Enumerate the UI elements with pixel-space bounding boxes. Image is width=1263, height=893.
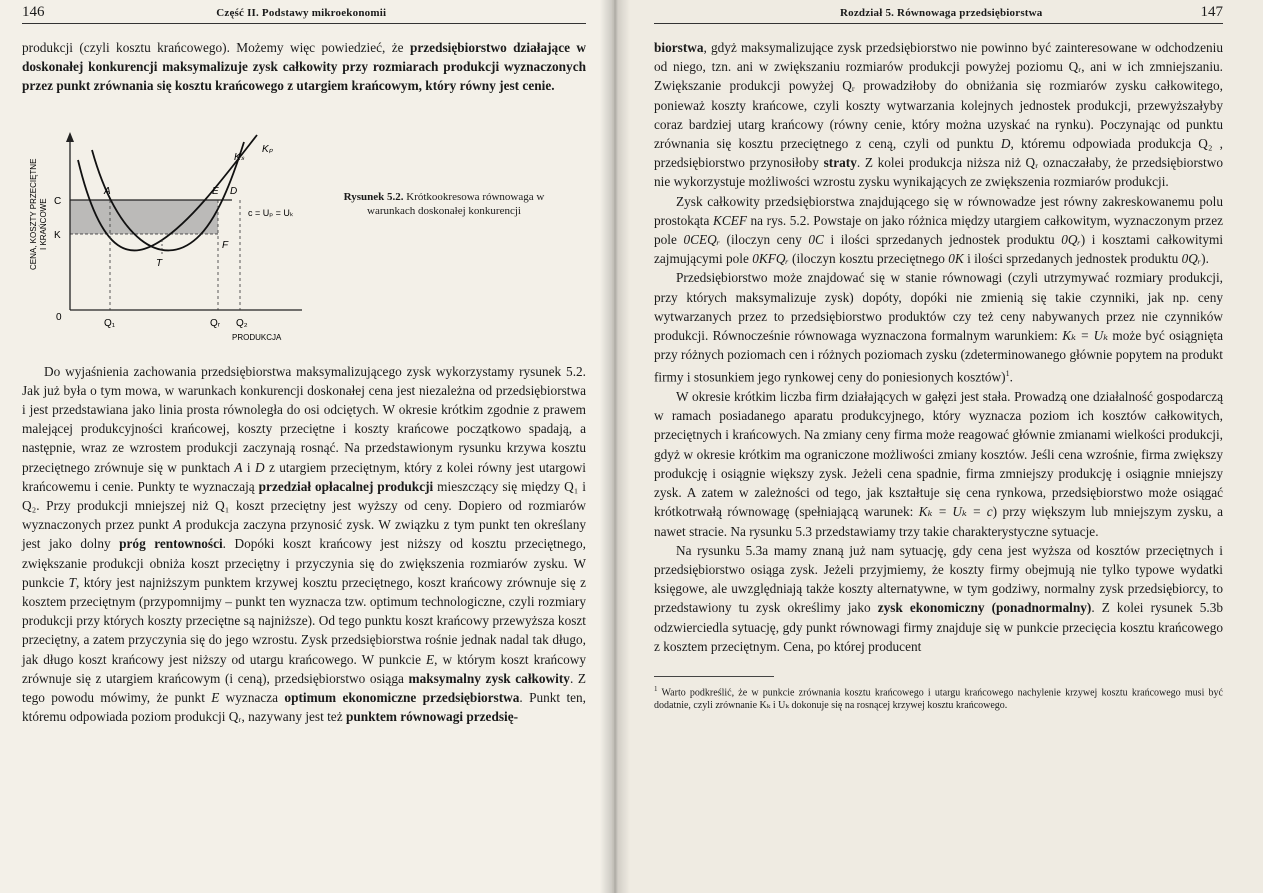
footnote-divider [654,676,774,677]
curve-kp-label: Kₚ [262,143,273,155]
caption-title: Rysunek 5.2. [343,190,404,203]
point-d-label: D [230,185,238,197]
figure-caption [324,190,564,218]
y-axis-label-1: CENA, KOSZTY PRZECIĘTNE [29,158,38,270]
right-paragraph-1 [654,38,1223,192]
bold-text: biorstwa [654,40,704,55]
footnote-ref: 1 [1005,369,1010,379]
cost-curve-diagram [22,120,322,350]
text-span: i [242,459,255,475]
text-span: ) przy większym lub mniejszym zysku, a nawet stracie. Na rysunku 5.3 przedstawiamy trzy takie charakterystyczne sytuacje. [654,504,1223,539]
point-f-label: F [222,239,229,251]
left-page-number: 146 [22,4,45,20]
bold-text: punktem równowagi przedsię- [345,709,519,725]
right-page-header [654,4,1223,24]
text-span: . Dopóki koszt krańcowy jest niższy od kosztu przeciętnego, zwiększanie produkcji obniża koszt przeciętny i przyczynia się do zwiększenia rozmiarów zysku. W punkcie [22,536,587,590]
caption-text: Krótkookresowa równowaga w warunkach doskonałej konkurencji [367,190,545,217]
price-line-label: c = Uₚ = Uₖ [248,207,294,218]
text-span: ) i kosztami całkowitymi zajmującymi pole [654,232,1224,267]
right-paragraph-5 [654,541,1223,656]
italic-text: D [254,459,265,475]
text-span: . Z tego powodu mówimy, że punkt [22,670,586,706]
cost-label: K [54,229,61,241]
italic-text: 0Qᵣ [1061,232,1081,248]
text-span: mieszczący się między Q₁ i Q₂. Przy produkcji mniejszej niż Q₁ koszt przeciętny jest wyższy od ceny. Dopiero od rozmiarów wyznaczonych przez punkt [22,478,587,533]
q2-label: Q₂ [236,317,248,329]
left-page [0,0,612,893]
q1-label: Q₁ [104,317,116,329]
text-span: . [1009,369,1013,385]
text-span: Zysk całkowity przedsiębiorstwa znajdującego się w równowadze jest równy zakreskowanemu polu prostokąta [654,193,1223,228]
footnote-number: 1 [654,684,658,693]
text-span: na rys. 5.2. Powstaje on jako różnica między utargiem całkowitym, wyznaczonym przez pole [654,212,1224,248]
right-paragraph-4 [654,387,1223,541]
bold-text: optimum ekonomiczne przedsiębiorstwa [284,690,520,706]
italic-text: Kₖ = Uₖ [1062,328,1109,344]
right-page [612,0,1263,893]
right-paragraph-3 [654,268,1223,387]
right-paragraph-2 [654,192,1223,269]
text-span: i ilości sprzedanych jednostek produktu [823,232,1062,248]
italic-text: A [173,517,182,533]
text-span: Do wyjaśnienia zachowania przedsiębiorstwa maksymalizującego zysk wykorzystamy rysunek 5.2. Jak już była o tym mowa, w warunkach konkurencji doskonałej cena jest niezależna od przedsiębiorstwa i jest przedstawiana jako linia prosta równoległa do osi odciętych. W okresie krótkim zgodnie z prawem malejącej produkcyjności krańcowej, koszty przeciętne i koszty krańcowe początkowo spadają, a następnie, wraz ze wzrostem produkcji zaczynają rosnąć. Na przedstawionym rysunku krzywa kosztu przeciętnego zrównuje się w punktach [22,363,586,475]
y-axis-label-2: I KRAŃCOWE [39,198,48,250]
text-span: i ilości sprzedanych jednostek produktu [963,251,1182,267]
bold-text: straty [823,155,857,171]
italic-text: 0CEQᵣ [683,232,720,248]
italic-text: KCEF [712,212,747,228]
text-span: ). [1201,251,1209,267]
text-span: . Z kolei produkcja niższa niż Qᵣ oznaczałaby, że przedsiębiorstwo nie wykorzystuje możliwości wzrostu zysku wynikających ze zwiększenia rozmiarów produkcji. [654,155,1223,190]
italic-text: 0KFQᵣ [752,251,789,267]
text-span: produkcja zaczyna przynosić zysk. W związku z tym punkt ten określany jest jako dolny [22,517,586,552]
left-page-header [22,4,586,24]
text-span: Przedsiębiorstwo może znajdować się w stanie równowagi (czyli utrzymywać rozmiary produkcji, przy których maksymalizuje zysk) dopóty, dopóki nie zmienią się takie czynniki, jak np. ceny wytwarzanych przez to przedsiębiorstwo produktów czy też ceny nabywanych przez nie czynników produkcji. Równocześnie równowaga wyznaczona formalnym warunkiem: [654,270,1223,344]
italic-text: T [68,574,76,590]
italic-text: Kₖ = Uₖ = c [918,504,993,520]
text-span: (iloczyn ceny [719,232,809,248]
left-body-paragraph [22,362,586,727]
text-span: , któremu odpowiada produkcja Q₂ , przedsiębiorstwo przynosiłoby [654,136,1223,171]
bold-text: maksymalny zysk całkowity [408,670,570,686]
text-span: produkcji (czyli kosztu krańcowego). Możemy więc powiedzieć, że [22,40,410,55]
point-t-label: T [156,257,163,269]
bold-text: próg rentowności [119,536,223,552]
text-span: Na rysunku 5.3a mamy znaną już nam sytuację, gdy cena jest wyższa od kosztów przeciętnych i przedsiębiorstwo osiąga zysk. Jeżeli przyjmiemy, że koszty firmy obejmują nie tylko typowe wydatki księgowe, ale uwzględniają także koszty alternatywne, w tym godziwy, normalny zysk przedsiębiorcy, to przedstawiony tu zysk określimy jako [654,542,1223,616]
italic-text: 0C [808,232,824,248]
text-span: z utargiem przeciętnym, który z kolei równy jest utargowi krańcowemu i cenie. Punkty te wyznaczają [22,459,586,494]
point-a-label: A [104,185,111,197]
y-axis-arrow [66,132,74,142]
text-span: , który jest najniższym punktem krzywej kosztu przeciętnego, koszt krańcowy zrównuje się z kosztem przeciętnym (przypomnijmy – punkt ten wyznacza tzw. optimum technologiczne, czyli rozmiary produkcji przy których koszty przeciętne są najniższe). Od tego punktu koszt krańcowy przewyższa koszt przeciętny, a zatem przyczynia się do jego wzrostu. Zysk przedsiębiorstwa rośnie jednak nadal tak długo, jak długo koszt krańcowy jest niższy od utargu krańcowego. W punkcie [22,574,586,667]
text-span: . Punkt ten, któremu odpowiada poziom produkcji Qᵣ, nazywany jest też [22,690,587,725]
left-intro-paragraph [22,38,586,96]
italic-text: D [1000,136,1011,152]
bold-text: przedsiębiorstwo działające w doskonałej konkurencji maksymalizuje zysk całkowity przy rozmiarach produkcji wyznaczonych przez punkt zrównania się kosztu krańcowego z utargiem krańcowym, który równy jest cenie. [22,40,587,94]
right-running-head: Rozdział 5. Równowaga przedsiębiorstwa [839,7,1043,19]
italic-text: 0K [948,251,964,267]
text-span: , w którym koszt krańcowy zrównuje się z utargiem krańcowym (i ceną), przedsiębiorstwo osiąga [22,651,586,686]
point-e-label: E [212,185,219,197]
italic-text: E [426,651,435,667]
italic-text: E [211,690,220,706]
footnote-text: Warto podkreślić, że w punkcie zrównania kosztu krańcowego i utargu krańcowego nachylenie krzywej kosztu krańcowego musi być dodatnie, czyli zrównanie Kₖ i Uₖ dokonuje się na rosnącej krzywej kosztu krańcowego. [654,687,1223,712]
qr-label: Qᵣ [210,317,221,329]
text-span: , gdyż maksymalizujące zysk przedsiębiorstwo nie powinno być zainteresowane w odchodzeniu od niego, tzn. ani w zwiększaniu rozmiarów produkcji powyżej poziomu Qᵣ, ani w ich zmniejszaniu. Zwiększanie produkcji powyżej Qᵣ prowadziłoby do obniżania się rozmiarów zysku całkowitego, ponieważ koszty krańcowe, czyli koszty wytwarzania kolejnych jednostek produkcji, przewyższałyby coraz bardziej utarg krańcowy (równy cenie, który można uzyskać na rynku). Poczynając od punktu zrównania się kosztu przeciętnego z ceną, czyli od punktu [654,40,1223,152]
left-running-head: Część II. Podstawy mikroekonomii [216,7,387,19]
italic-text: 0Qᵣ [1181,251,1202,267]
text-span: W okresie krótkim liczba firm działających w gałęzi jest stała. Prowadzą one działalność gospodarczą w ramach posiadanego aparatu produkcyjnego, który wyznacza poziom ich kosztów całkowitych, przeciętnych i krańcowych. Na zmiany ceny firma może reagować głównie zmianami wielkości produkcji, gdyż w okresie krótkim ma ograniczone możliwości zmiany kosztów. Jeśli cena wzrośnie, firma zwiększy produkcję i osiągnie większy zysk. Jeżeli cena spadnie, firma zmniejszy produkcję i osiągnie mniejszy zysk. A zatem w zależności od tego, jak kształtuje się cena rynkowa, przedsiębiorstwo może osiągać krótkotrwałą równowagę (spełniającą warunek: [654,389,1223,520]
x-axis-label: PRODUKCJA [232,332,282,342]
curve-ks-label: Kₛ [234,151,245,163]
text-span: . Z kolei rysunek 5.3b odzwierciedla sytuację, gdy punkt równowagi firmy znajduje się w punkcie przecięcia kosztu krańcowego z kosztem przeciętnym. Cena, po której producent [654,600,1224,654]
footnote [654,683,1223,712]
origin-label: 0 [56,311,62,323]
bold-text: przedział opłacalnej produkcji [258,478,434,494]
italic-text: A [234,459,243,475]
text-span: wyznacza [219,690,285,706]
figure-5-2 [22,120,586,350]
right-page-number: 147 [1200,4,1223,20]
text-span: (iloczyn kosztu przeciętnego [788,251,949,267]
price-label: C [54,195,62,207]
bold-text: zysk ekonomiczny (ponadnormalny) [877,600,1092,616]
text-span: może być osiągnięta przy różnych poziomach cen i różnych poziomach zysku (zdeterminowanego głównie popytem na produkt firmy i stosunkiem jego rynkowej ceny do poniesionych kosztów) [654,328,1224,385]
